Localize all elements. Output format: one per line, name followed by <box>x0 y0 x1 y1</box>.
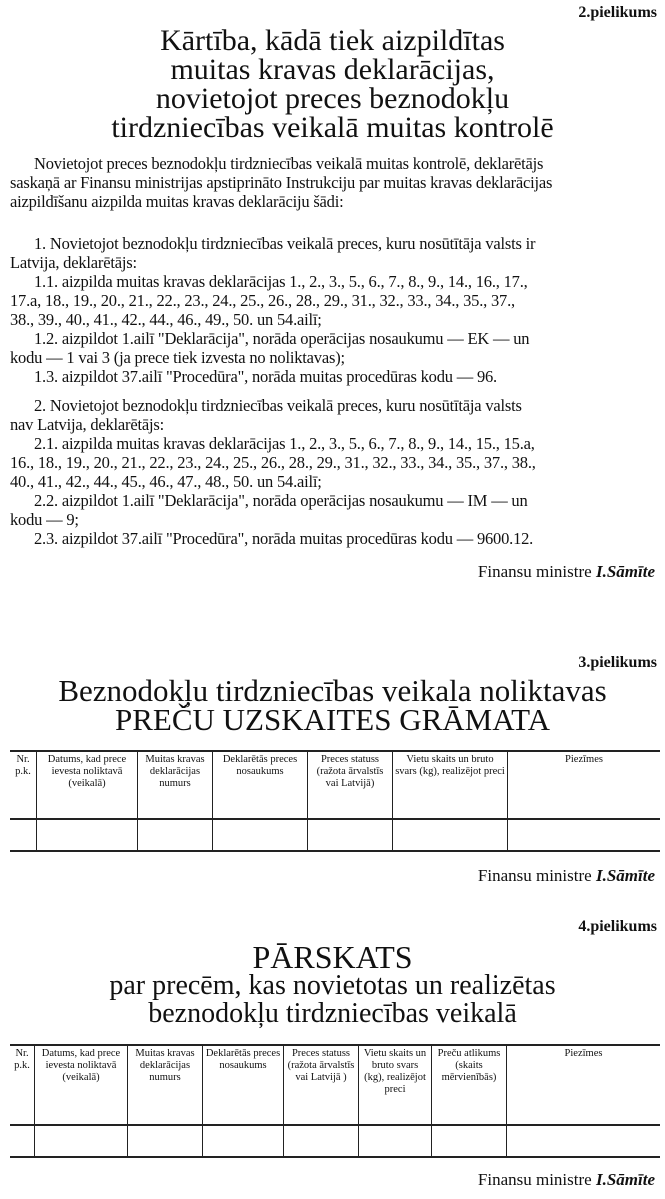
title-line: muitas kravas deklarācijas, <box>170 53 495 86</box>
signature-role: Finansu ministre <box>477 562 592 581</box>
title-line: beznodokļu tirdzniecības veikalā <box>148 998 517 1029</box>
appendix-2-label: 2.pielikums <box>578 4 657 21</box>
column-header: Preces statuss (ražota ārvalstīs vai Latvijā) <box>308 751 393 819</box>
text-line: Novietojot preces beznodokļu tirdzniecības veikalā muitas kontrolē, deklarētājs <box>34 154 544 173</box>
signature-4 <box>478 1170 655 1190</box>
column-header: Nr. p.k. <box>10 1045 35 1125</box>
column-header: Piezīmes <box>507 1045 661 1125</box>
text-line: saskaņā ar Finansu ministrijas apstiprināto Instrukciju par muitas kravas deklarācijas <box>10 173 553 192</box>
signature-role: Finansu ministre <box>477 1170 592 1189</box>
appendix-3-title <box>0 673 665 737</box>
column-header: Nr. p.k. <box>10 751 37 819</box>
title-line: Kārtība, kādā tiek aizpildītas <box>160 24 505 57</box>
section-2 <box>10 396 660 548</box>
title-line: Beznodokļu tirdzniecības veikala noliktavas <box>58 673 607 708</box>
column-header: Muitas kravas deklarācijas numurs <box>138 751 213 819</box>
text-line: 17.a, 18., 19., 20., 21., 22., 23., 24., 25., 26., 28., 29., 31., 32., 33., 34., 35., 37., <box>10 291 515 310</box>
column-header: Piezīmes <box>508 751 661 819</box>
signature-2 <box>478 562 655 582</box>
signature-name: I.Sāmīte <box>595 562 655 581</box>
title-line: novietojot preces beznodokļu <box>155 82 510 115</box>
goods-ledger-table <box>10 750 660 852</box>
signature-name: I.Sāmīte <box>595 1170 655 1189</box>
text-line: 1. Novietojot beznodokļu tirdzniecības veikalā preces, kuru nosūtītāja valsts ir <box>34 234 536 253</box>
appendix-4-label: 4.pielikums <box>578 918 657 935</box>
column-header: Datums, kad prece ievesta noliktavā (veikalā) <box>37 751 138 819</box>
table-header-row <box>10 751 660 819</box>
title-line: tirdzniecības veikalā muitas kontrolē <box>111 111 554 144</box>
table-row <box>10 1125 660 1157</box>
signature-role: Finansu ministre <box>477 866 592 885</box>
column-header: Deklarētās preces nosaukums <box>213 751 308 819</box>
text-line: 2.1. aizpilda muitas kravas deklarācijas 1., 2., 3., 5., 6., 7., 8., 9., 14., 15., 15.a, <box>34 434 535 453</box>
text-line: Latvija, deklarētājs: <box>10 253 137 272</box>
title-line: par precēm, kas novietotas un realizētas <box>109 970 556 1001</box>
text-line: 40., 41., 42., 44., 45., 46., 47., 48., 50. un 54.ailī; <box>10 472 322 491</box>
column-header: Muitas kravas deklarācijas numurs <box>128 1045 203 1125</box>
column-header: Preces statuss (ražota ārvalstīs vai Latvijā ) <box>284 1045 359 1125</box>
appendix-3-label: 3.pielikums <box>578 654 657 671</box>
title-line: PĀRSKATS <box>252 939 413 975</box>
text-line: 1.3. aizpildot 37.ailī "Procedūra", norāda muitas procedūras kodu — 96. <box>34 367 497 386</box>
column-header: Deklarētās preces nosaukums <box>203 1045 284 1125</box>
text-line: 38., 39., 40., 41., 42., 44., 46., 49., 50. un 54.ailī; <box>10 310 322 329</box>
table-row <box>10 819 660 851</box>
column-header: Preču atlikums (skaits mērvienībās) <box>432 1045 507 1125</box>
column-header: Vietu skaits un bruto svars (kg), realizējot preci <box>393 751 508 819</box>
text-line: 16., 18., 19., 20., 21., 22., 23., 24., 25., 26., 28., 29., 31., 32., 33., 34., 35., 37., 38., <box>10 453 536 472</box>
text-line: 2.3. aizpildot 37.ailī "Procedūra", norāda muitas procedūras kodu — 9600.12. <box>34 529 534 548</box>
signature-3 <box>478 866 655 886</box>
text-line: 1.1. aizpilda muitas kravas deklarācijas 1., 2., 3., 5., 6., 7., 8., 9., 14., 16., 17., <box>34 272 528 291</box>
appendix-2-title <box>0 26 665 142</box>
text-line: aizpildīšanu aizpilda muitas kravas deklarāciju šādi: <box>10 192 344 211</box>
report-table <box>10 1044 660 1158</box>
column-header: Datums, kad prece ievesta noliktavā (veikalā) <box>35 1045 128 1125</box>
intro-paragraph <box>10 154 660 211</box>
text-line: kodu — 9; <box>10 510 79 529</box>
text-line: 2. Novietojot beznodokļu tirdzniecības veikalā preces, kuru nosūtītāja valsts <box>34 396 522 415</box>
signature-name: I.Sāmīte <box>595 866 655 885</box>
text-line: 2.2. aizpildot 1.ailī "Deklarācija", norāda operācijas nosaukumu — IM — un <box>34 491 528 510</box>
text-line: 1.2. aizpildot 1.ailī "Deklarācija", norāda operācijas nosaukumu — EK — un <box>34 329 530 348</box>
text-line: kodu — 1 vai 3 (ja prece tiek izvesta no noliktavas); <box>10 348 345 367</box>
section-1 <box>10 234 660 386</box>
title-line: PREČU UZSKAITES GRĀMATA <box>115 702 550 737</box>
appendix-4-title <box>0 939 665 1029</box>
column-header: Vietu skaits un bruto svars (kg), realizējot preci <box>359 1045 432 1125</box>
text-line: nav Latvija, deklarētājs: <box>10 415 164 434</box>
table-header-row <box>10 1045 660 1125</box>
